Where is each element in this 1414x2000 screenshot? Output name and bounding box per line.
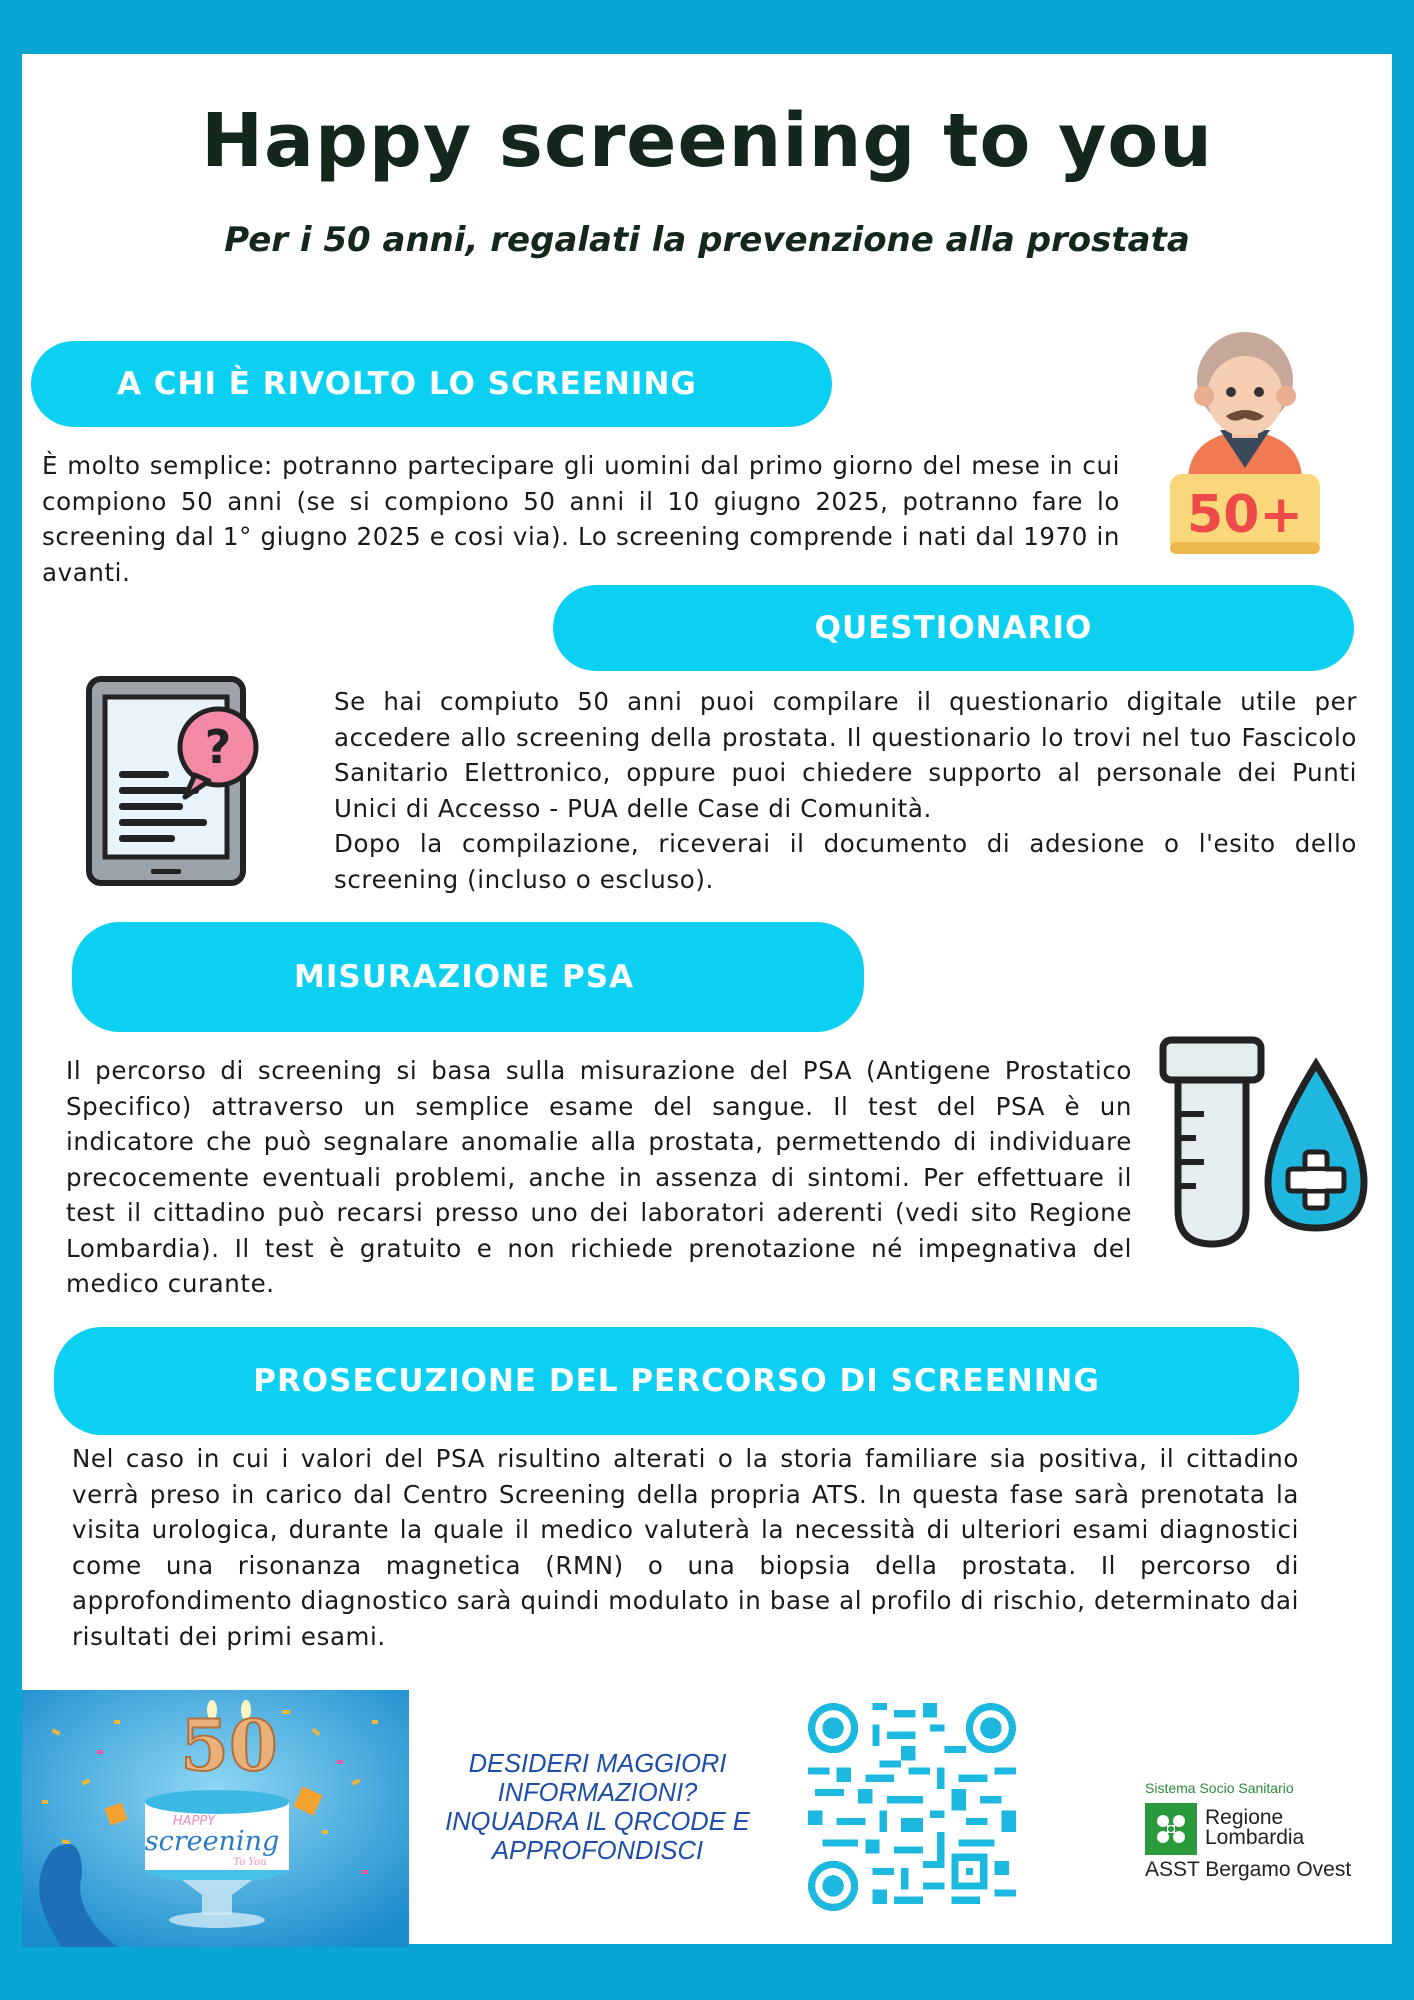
heading-questionnaire: QUESTIONARIO xyxy=(553,585,1354,671)
logo-region-line-2: Lombardia xyxy=(1205,1826,1305,1849)
psa-text: Il percorso di screening si basa sulla misurazione del PSA (Antigene Prostatico Specifico) attraverso un semplice esame del sangue. Il test del PSA è un indicatore che può segnalare anomalie alla prostata, permettendo di individuare precocemente eventuali problemi, anche in assenza di sintomi. Per effettuare il test il cittadino può recarsi presso uno dei laboratori aderenti (vedi sito Regione Lombardia). Il test è gratuito e non richiede prenotazione né impegnativa del medico curante. xyxy=(66,1056,1132,1298)
qr-code[interactable] xyxy=(808,1703,1016,1911)
page-subtitle: Per i 50 anni, regalati la prevenzione alla prostata xyxy=(224,220,1190,260)
cta-line-1: DESIDERI MAGGIORI xyxy=(468,1750,727,1778)
heading-followup: PROSECUZIONE DEL PERCORSO DI SCREENING xyxy=(54,1327,1299,1435)
questionnaire-text-1: Se hai compiuto 50 anni puoi compilare il questionario digitale utile per accedere allo screening della prostata. Il questionario lo trovi nel tuo Fascicolo Sanitario Elettronico, oppure puoi chiedere supporto al personale dei Punti Unici di Accesso - PUA delle Case di Comunità. xyxy=(334,687,1357,823)
birthday-cake-image xyxy=(22,1690,409,1947)
logo-asst: ASST Bergamo Ovest xyxy=(1145,1858,1352,1881)
senior-man-icon xyxy=(1160,318,1330,558)
logo-region-line-1: Regione xyxy=(1205,1806,1284,1829)
heading-target: A CHI È RIVOLTO LO SCREENING xyxy=(31,341,832,427)
target-text: È molto semplice: potranno partecipare gli uomini dal primo giorno del mese in cui compiono 50 anni (se si compiono 50 anni il 10 giugno 2025, potranno fare lo screening dal 1° giugno 2025 e cosi via). Lo screening comprende i nati dal 1970 in avanti. xyxy=(42,451,1120,587)
cake-screening: screening xyxy=(144,1826,280,1857)
regione-lombardia-logo-icon xyxy=(1145,1803,1197,1855)
followup-text: Nel caso in cui i valori del PSA risultino alterati o la storia familiare sia positiva, il cittadino verrà preso in carico dal Centro Screening della propria ATS. In questa fase sarà prenotata la visita urologica, durante la quale il medico valuterà la necessità di ulteriori esami diagnostici come una risonanza magnetica (RMN) o una biopsia della prostata. Il percorso di approfondimento diagnostico sarà quindi modulato in base al profilo di rischio, determinato dai risultati dei primi esami. xyxy=(72,1444,1299,1651)
blood-test-tube-icon xyxy=(1158,1034,1368,1252)
svg-text:?: ? xyxy=(204,720,232,774)
badge-50plus: 50+ xyxy=(1187,485,1303,545)
questionnaire-text xyxy=(334,684,1357,897)
page-title: Happy screening to you xyxy=(201,98,1213,184)
cake-happy: HAPPY xyxy=(172,1814,216,1829)
tablet-question-icon xyxy=(85,675,265,890)
logo-region-name xyxy=(1205,1808,1304,1848)
cta-line-2: INFORMAZIONI? xyxy=(497,1779,698,1807)
cake-number: 50 xyxy=(180,1704,278,1787)
cta-line-4: APPROFONDISCI xyxy=(491,1837,704,1865)
questionnaire-text-2: Dopo la compilazione, riceverai il documento di adesione o l'esito dello screening (incluso o escluso). xyxy=(334,829,1357,894)
cta-text xyxy=(425,1750,770,1866)
cake-to-you: To You xyxy=(233,1857,267,1868)
heading-psa: MISURAZIONE PSA xyxy=(72,922,864,1032)
logo-system-label: Sistema Socio Sanitario xyxy=(1145,1780,1294,1796)
cta-line-3: INQUADRA IL QRCODE E xyxy=(445,1808,750,1836)
